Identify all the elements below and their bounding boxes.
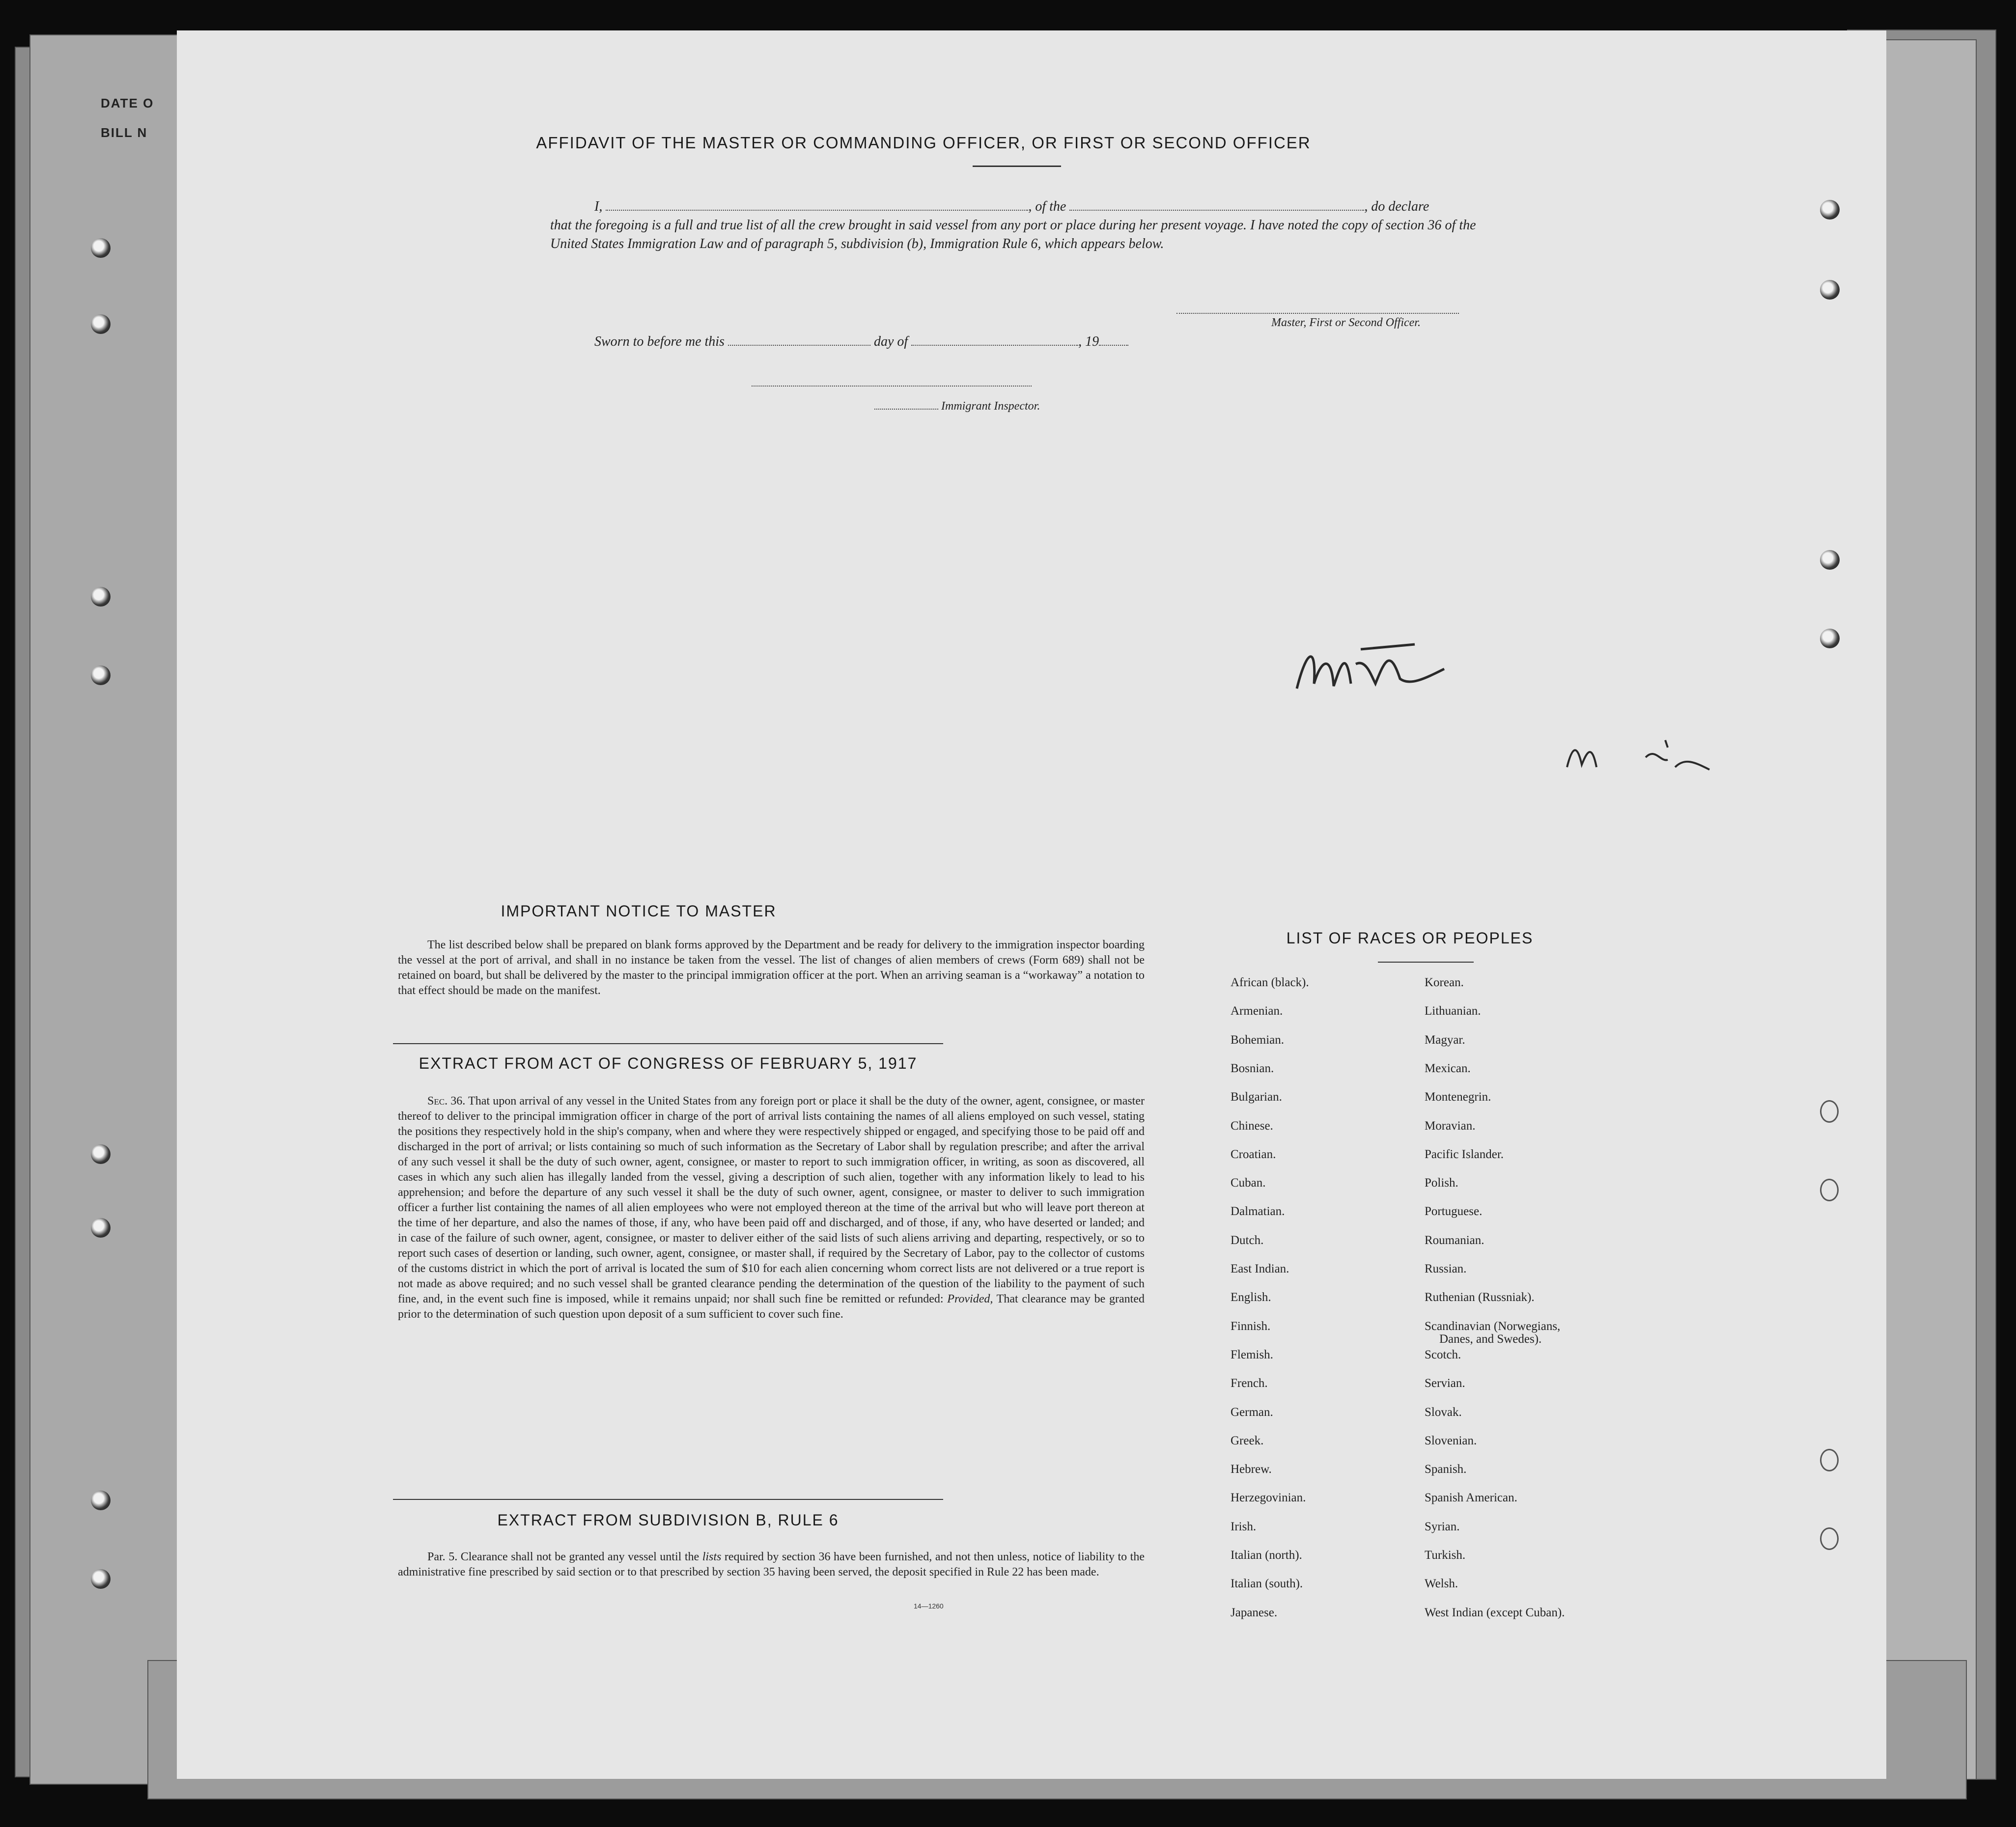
binder-hole — [91, 665, 111, 685]
day-of-text: day of — [873, 334, 908, 349]
affidavit-page — [177, 30, 1886, 1779]
binder-hole — [91, 314, 111, 334]
race-item: Greek. — [1231, 1434, 1264, 1447]
page-hole — [1820, 1179, 1839, 1201]
do-declare-text: , do declare — [1364, 199, 1429, 214]
race-item: Chinese. — [1231, 1119, 1273, 1133]
year-blank — [1099, 335, 1128, 346]
race-item-continuation: Danes, and Swedes). — [1439, 1332, 1542, 1346]
binder-hole — [91, 1218, 111, 1238]
race-item: Finnish. — [1231, 1319, 1271, 1333]
page-hole — [1820, 1100, 1839, 1123]
race-item: East Indian. — [1231, 1262, 1289, 1275]
race-item: Pacific Islander. — [1425, 1147, 1504, 1161]
race-item: Lithuanian. — [1425, 1004, 1481, 1018]
page-hole — [1820, 550, 1840, 570]
rule-extract-title: EXTRACT FROM SUBDIVISION B, RULE 6 — [497, 1511, 839, 1529]
binder-hole — [91, 587, 111, 607]
race-item: Armenian. — [1231, 1004, 1283, 1018]
affidavit-title: AFFIDAVIT OF THE MASTER OR COMMANDING OFFICER, OR FIRST OR SECOND OFFICER — [536, 134, 1311, 152]
affidavit-statement — [550, 197, 1493, 253]
race-item: Croatian. — [1231, 1147, 1276, 1161]
race-item: Montenegrin. — [1425, 1090, 1491, 1104]
race-item: Bulgarian. — [1231, 1090, 1282, 1104]
inspector-label: Immigrant Inspector. — [941, 400, 1040, 413]
of-the-text: , of the — [1028, 199, 1066, 214]
race-item: Scandinavian (Norwegians, — [1425, 1319, 1561, 1333]
act-extract-body — [398, 1094, 1145, 1322]
name-blank — [606, 200, 1028, 211]
race-item: German. — [1231, 1405, 1273, 1419]
race-item: Bosnian. — [1231, 1061, 1274, 1075]
race-item: Irish. — [1231, 1520, 1257, 1533]
act-divider — [393, 1499, 943, 1500]
sworn-prefix: Sworn to before me this — [594, 334, 725, 349]
sworn-line — [594, 334, 1128, 350]
day-blank — [728, 335, 870, 346]
section-text: That upon arrival of any vessel in the United States from any foreign port or place it shall be the duty of the owner, agent, consignee, or master thereof to deliver to the principal immigration officer in charge of the port of arrival lists containing the names of all aliens employed on such vessel, stating the positions they respectively hold in the ship's company, when and where they were respectively shipped or engaged, and specifying those to be paid off and discharged in the port of arrival; or lists containing so much of such information as the Secretary of Labor shall by regulation prescribe; and after the arrival of any such vessel it shall be the duty of such owner, agent, consignee, or master to report to such immigration officer, in writing, as soon as discovered, all cases in which any such alien has illegally landed from the vessel, giving a description of such alien, together with any information likely to lead to his apprehension; and before the departure of any such vessel it shall be the duty of such owner, agent, consignee, or master to deliver to such immigration officer a further list containing the names of all alien employees who were not employed thereon at the time of the arrival but who will leave port thereon at the time of her departure, and also the names of those, if any, who have been paid off and discharged, and of those, if any, who have deserted or landed; and in case of the failure of such owner, agent, consignee, or master to deliver either of the said lists of such aliens arriving and departing, respectively, or so to report such cases of desertion or landing, such owner, agent, consignee, or master shall, if required by the Secretary of Labor, pay to the collector of customs of the customs district in which the port of arrival is located the sum of $10 for each alien concerning whom correct lists are not delivered or a true report is not made as above required; and no such vessel shall be granted clearance pending the determination of the question of the liability to the payment of such fine, and, in the event such fine is imposed, while it remains unpaid; nor shall such fine be remitted or refunded: — [398, 1095, 1145, 1305]
race-item: Slovenian. — [1425, 1434, 1477, 1447]
race-item: Hebrew. — [1231, 1463, 1272, 1476]
binder-hole — [91, 1491, 111, 1510]
section-label: Sec. 36. — [427, 1095, 466, 1107]
binder-hole — [91, 238, 111, 258]
race-item: English. — [1231, 1291, 1271, 1304]
inspector-signature-line — [752, 386, 1032, 387]
page-hole — [1820, 629, 1840, 648]
race-item: Russian. — [1425, 1262, 1467, 1275]
title-underline — [973, 166, 1061, 167]
race-item: Italian (north). — [1231, 1549, 1302, 1562]
lists-word: lists — [702, 1550, 722, 1563]
binder-label-line1: DATE O — [101, 96, 154, 111]
inspector-label-row — [874, 400, 1040, 413]
vessel-blank — [1069, 200, 1364, 211]
race-item: Flemish. — [1231, 1348, 1273, 1361]
race-item: Spanish. — [1425, 1463, 1467, 1476]
rule-text-end: required by section 36 have been furnished, and not then unless, notice of liability to the administrative fine prescribed by said section or to that prescribed by section 35 having been served, the deposit specified in Rule 22 has been made. — [398, 1550, 1145, 1578]
year-prefix: , 19 — [1078, 334, 1099, 349]
race-item: Cuban. — [1231, 1176, 1266, 1190]
rule-text-start: Par. 5. Clearance shall not be granted any vessel until the — [427, 1550, 700, 1563]
handwritten-initials — [1562, 728, 1719, 777]
page-hole — [1820, 200, 1840, 220]
form-number: 14—1260 — [914, 1602, 944, 1610]
race-item: Moravian. — [1425, 1119, 1476, 1133]
race-item: Roumanian. — [1425, 1233, 1484, 1247]
i-prefix: I, — [594, 199, 603, 214]
race-item: Mexican. — [1425, 1061, 1471, 1075]
handwritten-signature — [1287, 630, 1454, 708]
rule-extract-body — [398, 1550, 1145, 1580]
races-title-underline — [1378, 962, 1474, 963]
race-item: Korean. — [1425, 976, 1464, 989]
notice-body: The list described below shall be prepared on blank forms approved by the Department and be ready for delivery to the immigration inspector boarding the vessel at the port of arrival, and shall in no instance be taken from the vessel. The list of changes of alien members of crews (Form 689) shall not be retained on board, but shall be delivered by the master to the principal immigration officer at the port. When an arriving seaman is a “workaway” a notation to that effect should be made on the manifest. — [398, 939, 1145, 997]
master-signature-line — [1176, 313, 1459, 314]
race-item: Welsh. — [1425, 1577, 1458, 1591]
race-item: Servian. — [1425, 1377, 1465, 1390]
binder-hole — [91, 1144, 111, 1164]
binder-hole — [91, 1569, 111, 1589]
race-item: Turkish. — [1425, 1549, 1466, 1562]
race-item: Scotch. — [1425, 1348, 1461, 1361]
page-hole — [1820, 1449, 1839, 1471]
affidavit-first-line — [550, 197, 1493, 216]
provided-word: Provided, — [947, 1293, 993, 1305]
race-item: Ruthenian (Russniak). — [1425, 1291, 1535, 1304]
race-item: Spanish American. — [1425, 1491, 1517, 1505]
race-item: Herzegovinian. — [1231, 1491, 1306, 1505]
binder-label — [101, 88, 154, 147]
page-hole — [1820, 1527, 1839, 1550]
races-title: LIST OF RACES OR PEOPLES — [1286, 929, 1534, 947]
act-extract-title: EXTRACT FROM ACT OF CONGRESS OF FEBRUARY 5, 1917 — [419, 1054, 918, 1072]
page-hole — [1820, 280, 1840, 300]
race-item: Magyar. — [1425, 1033, 1465, 1047]
affidavit-body: that the foregoing is a full and true list of all the crew brought in said vessel from any port or place during her present voyage. I have noted the copy of section 36 of the United States Immigration Law and of paragraph 5, subdivision (b), Immigration Rule 6, which appears below. — [550, 218, 1476, 251]
race-item: West Indian (except Cuban). — [1425, 1606, 1565, 1619]
race-item: Italian (south). — [1231, 1577, 1303, 1591]
notice-title: IMPORTANT NOTICE TO MASTER — [501, 902, 777, 920]
race-item: Syrian. — [1425, 1520, 1460, 1533]
race-item: Japanese. — [1231, 1606, 1278, 1619]
race-item: Portuguese. — [1425, 1205, 1483, 1218]
inspector-blank — [874, 402, 938, 410]
month-blank — [911, 335, 1078, 346]
race-item: Dalmatian. — [1231, 1205, 1285, 1218]
race-item: African (black). — [1231, 976, 1309, 989]
race-item: Slovak. — [1425, 1405, 1462, 1419]
section-text-end: That clearance may be granted prior to the determination of such question upon deposit of a sum sufficient to cover such fine. — [398, 1293, 1145, 1321]
notice-divider — [393, 1043, 943, 1044]
race-item: Polish. — [1425, 1176, 1458, 1190]
race-item: Dutch. — [1231, 1233, 1264, 1247]
race-item: French. — [1231, 1377, 1268, 1390]
race-item: Bohemian. — [1231, 1033, 1285, 1047]
binder-label-line2: BILL N — [101, 125, 148, 140]
master-signature-label: Master, First or Second Officer. — [1271, 316, 1421, 329]
